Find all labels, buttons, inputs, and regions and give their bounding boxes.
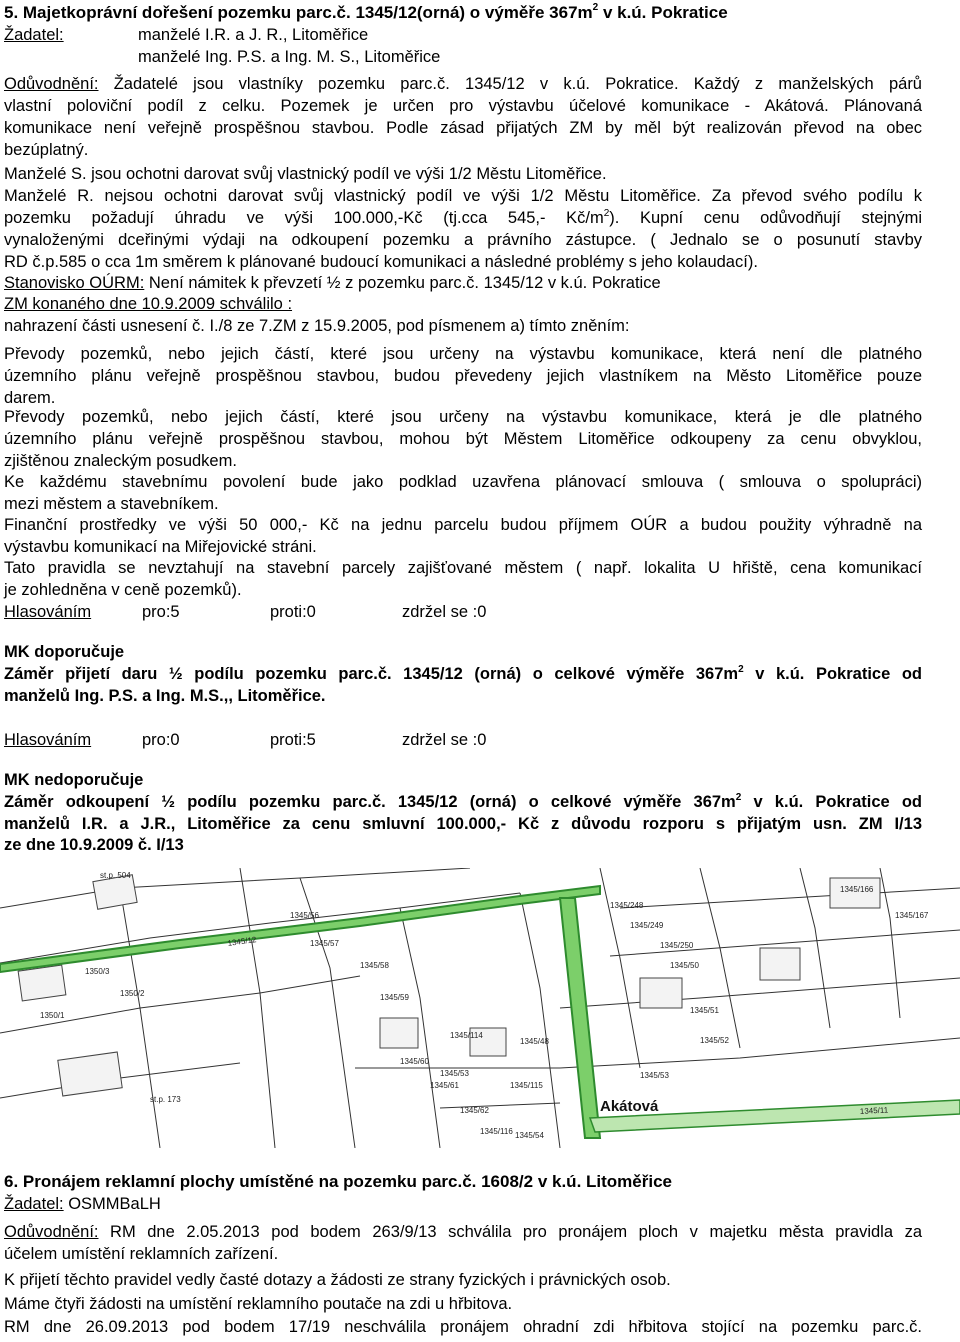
superscript: 2 — [738, 663, 744, 675]
applicant-2: manželé Ing. P.S. a Ing. M. S., Litoměřice — [138, 48, 441, 66]
map-label: 1345/48 — [520, 1037, 549, 1046]
opinion-line — [4, 273, 661, 294]
justification-label: Odůvodnění: — [4, 75, 99, 93]
section-5-title-tail: v k.ú. Pokratice — [598, 3, 728, 22]
vote-line-2 — [4, 730, 486, 751]
vote-line-1 — [4, 602, 486, 623]
map-label: 1345/116 — [480, 1127, 513, 1136]
rule-text: územního plánu veřejně prospěšnou stavbou, mohou být Městem Litoměřice odkoupeny za cenu obvyklou, — [4, 430, 922, 448]
map-label: 1345/250 — [660, 941, 694, 950]
applicant-label: Žadatel: — [4, 1195, 64, 1213]
rule-text: mezi městem a stavebníkem. — [4, 495, 219, 513]
paragraph-text: Manželé R. nejsou ochotni darovat svůj vlastnický podíl ve výši 1/2 Městu Litoměřice. Za převod svého podílu k — [4, 187, 922, 205]
paragraph-text — [4, 208, 922, 229]
paragraph-text: komunikace není veřejně prospěšnou stavbou. Podle zásad přijatých ZM by měl být realizován převod na obec — [4, 119, 922, 137]
map-label: 1345/59 — [380, 993, 409, 1002]
map-label: 1345/166 — [840, 885, 874, 894]
rule-text: darem. — [4, 389, 56, 407]
map-label: 1345/56 — [290, 911, 319, 920]
rule-text: Převody pozemků, nebo jejich částí, které jsou určeny na výstavbu komunikace, která není dle platného — [4, 345, 922, 363]
map-label: 1345/53 — [440, 1069, 469, 1078]
map-label: 1345/115 — [510, 1081, 543, 1090]
map-label: 1350/1 — [40, 1011, 65, 1020]
map-label: st.p. 173 — [150, 1095, 181, 1104]
text-span: v k.ú. Pokratice od — [743, 665, 922, 683]
rule-text: Ke každému stavebnímu povolení bude jako podklad uzavřena plánovací smlouva ( smlouva o spolupráci) — [4, 473, 922, 491]
mk-not-recommends-text: ze dne 10.9.2009 č. I/13 — [4, 836, 184, 854]
map-label: 1350/3 — [85, 967, 110, 976]
map-label: 1345/61 — [430, 1081, 459, 1090]
map-label: 1345/114 — [450, 1031, 483, 1040]
map-label: 1345/60 — [400, 1057, 429, 1066]
map-label: 1345/249 — [630, 921, 664, 930]
vote-pro: pro:5 — [142, 603, 180, 621]
vote-abstain: zdržel se :0 — [402, 603, 487, 621]
mk-not-recommends-text — [4, 792, 922, 813]
cadastral-map — [0, 868, 960, 1148]
paragraph-text: Žadatelé jsou vlastníky pozemku parc.č. 1345/12 v k.ú. Pokratice. Každý z manželských párů — [98, 75, 922, 93]
mk-not-recommends-heading: MK nedoporučuje — [4, 771, 144, 789]
paragraph-text: RD č.p.585 o cca 1m směrem k plánované budoucí komunikaci a následné problémy s jeho kolaudací). — [4, 253, 758, 271]
paragraph-text: vlastní poloviční podíl z celku. Pozemek je určen pro výstavbu účelové komunikace - Akátová. Plánovaná — [4, 97, 922, 115]
justification-line-1 — [4, 74, 922, 95]
applicant-label: Žadatel: — [4, 26, 64, 44]
rule-text: Tato pravidla se nevztahují na stavební parcely zajišťované městem ( např. lokalita U hřiště, cena komunikací — [4, 559, 922, 577]
street-name-label: Akátová — [600, 1098, 659, 1115]
paragraph-text: Máme čtyři žádosti na umístění reklamního poutače na zdi u hřbitova. — [4, 1295, 513, 1313]
council-text: nahrazení části usnesení č. I./8 ze 7.ZM z 15.9.2005, pod písmenem a) tímto zněním: — [4, 317, 630, 335]
map-label: 1345/12 — [227, 935, 257, 948]
section-6-title: 6. Pronájem reklamní plochy umístěné na pozemku parc.č. 1608/2 v k.ú. Litoměřice — [4, 1172, 672, 1191]
map-label: 1345/57 — [310, 939, 339, 948]
opinion-text: Není námitek k převzetí ½ z pozemku parc.č. 1345/12 v k.ú. Pokratice — [144, 274, 661, 292]
rule-text: je zohledněna v ceně pozemků). — [4, 581, 242, 599]
rule-text: Převody pozemků, nebo jejich částí, které jsou určeny na výstavbu komunikace, která je dle platného — [4, 408, 922, 426]
superscript: 2 — [592, 2, 599, 14]
map-label: 1345/248 — [610, 901, 644, 910]
justification-label: Odůvodnění: — [4, 1223, 99, 1241]
paragraph-text: RM dne 26.09.2013 pod bodem 17/19 neschválila pronájem ohradní zdi hřbitova stojící na pozemku parc.č. — [4, 1318, 922, 1336]
paragraph-text: K přijetí těchto pravidel vedly časté dotazy a žádosti ze strany fyzických i právnických osob. — [4, 1271, 671, 1289]
mk-recommends-text: manželů Ing. P.S. a Ing. M.S.,, Litoměřice. — [4, 687, 326, 705]
text-span: pozemku požadují úhradu ve výši 100.000,-Kč (tj.cca 545,- Kč/m — [4, 209, 604, 227]
text-span: ). Kupní cenu odůvodňují stejnými — [609, 209, 922, 227]
vote-abstain: zdržel se :0 — [402, 731, 487, 749]
rule-text: Finanční prostředky ve výši 50 000,- Kč na jednu parcelu budou příjmem OÚR a budou použity výhradně na — [4, 516, 922, 534]
justification-line — [4, 1222, 922, 1243]
applicant-1: manželé I.R. a J. R., Litoměřice — [138, 26, 369, 44]
section-5-title — [4, 2, 728, 23]
applicant-value: OSMMBaLH — [63, 1195, 161, 1213]
cadastral-map-drawing — [0, 868, 960, 1148]
rule-text: zjištěnou znaleckým posudkem. — [4, 452, 237, 470]
map-label: 1345/58 — [360, 961, 389, 970]
map-label: st.p. 504 — [100, 871, 131, 880]
justification-text: RM dne 2.05.2013 pod bodem 263/9/13 schválila pro pronájem ploch v majetku města pravidla za — [98, 1223, 922, 1241]
council-label: ZM konaného dne 10.9.2009 schválilo : — [4, 295, 293, 313]
rule-text: výstavbu komunikací na Miřejovické stráni. — [4, 538, 317, 556]
superscript: 2 — [735, 791, 742, 803]
paragraph-text: bezúplatný. — [4, 141, 89, 159]
map-label: 1345/52 — [700, 1036, 729, 1045]
section-5-title-text: 5. Majetkoprávní dořešení pozemku parc.č. 1345/12(orná) o výměře 367m — [4, 3, 593, 22]
vote-contra: proti:0 — [270, 603, 316, 621]
text-span: v k.ú. Pokratice od — [741, 793, 923, 811]
map-label: 1345/11 — [859, 1105, 889, 1116]
rule-text: územního plánu veřejně prospěšnou stavbou, budou převedeny jejich vlastníkem na Město Litoměřice pouze — [4, 367, 922, 385]
justification-text: účelem umístění reklamních zařízení. — [4, 1245, 279, 1263]
text-span: Záměr odkoupení ½ podílu pozemku parc.č. 1345/12 (orná) o celkové výměře 367m — [4, 793, 736, 811]
opinion-label: Stanovisko OÚRM: — [4, 274, 145, 292]
map-label: 1345/53 — [640, 1071, 669, 1080]
applicant-line-1 — [4, 25, 368, 46]
map-label: 1345/167 — [895, 911, 929, 920]
map-label: 1345/62 — [460, 1106, 489, 1115]
map-label: 1350/2 — [120, 989, 145, 998]
vote-contra: proti:5 — [270, 731, 316, 749]
map-label: 1345/51 — [690, 1006, 719, 1015]
mk-recommends-text — [4, 664, 922, 685]
mk-recommends-heading: MK doporučuje — [4, 643, 125, 661]
paragraph-text: Manželé S. jsou ochotni darovat svůj vlastnický podíl ve výši 1/2 Městu Litoměřice. — [4, 165, 607, 183]
vote-label: Hlasováním — [4, 731, 92, 749]
mk-not-recommends-text: manželů I.R. a J.R., Litoměřice za cenu smluvní 100.000,- Kč z důvodu rozporu s přijatým usn. ZM I/13 — [4, 815, 922, 833]
applicant-line-2 — [138, 47, 440, 68]
applicant-line — [4, 1194, 161, 1215]
vote-label: Hlasováním — [4, 603, 92, 621]
paragraph-text: vynaloženými dceřinými výdaji na odkoupení pozemku a právního zástupce. ( Jednalo se o posunutí stavby — [4, 231, 922, 249]
map-label: 1345/54 — [515, 1131, 544, 1140]
text-span: Záměr přijetí daru ½ podílu pozemku parc.č. 1345/12 (orná) o celkové výměře 367m — [4, 665, 739, 683]
superscript: 2 — [603, 207, 610, 219]
vote-pro: pro:0 — [142, 731, 180, 749]
map-label: 1345/50 — [670, 961, 699, 970]
